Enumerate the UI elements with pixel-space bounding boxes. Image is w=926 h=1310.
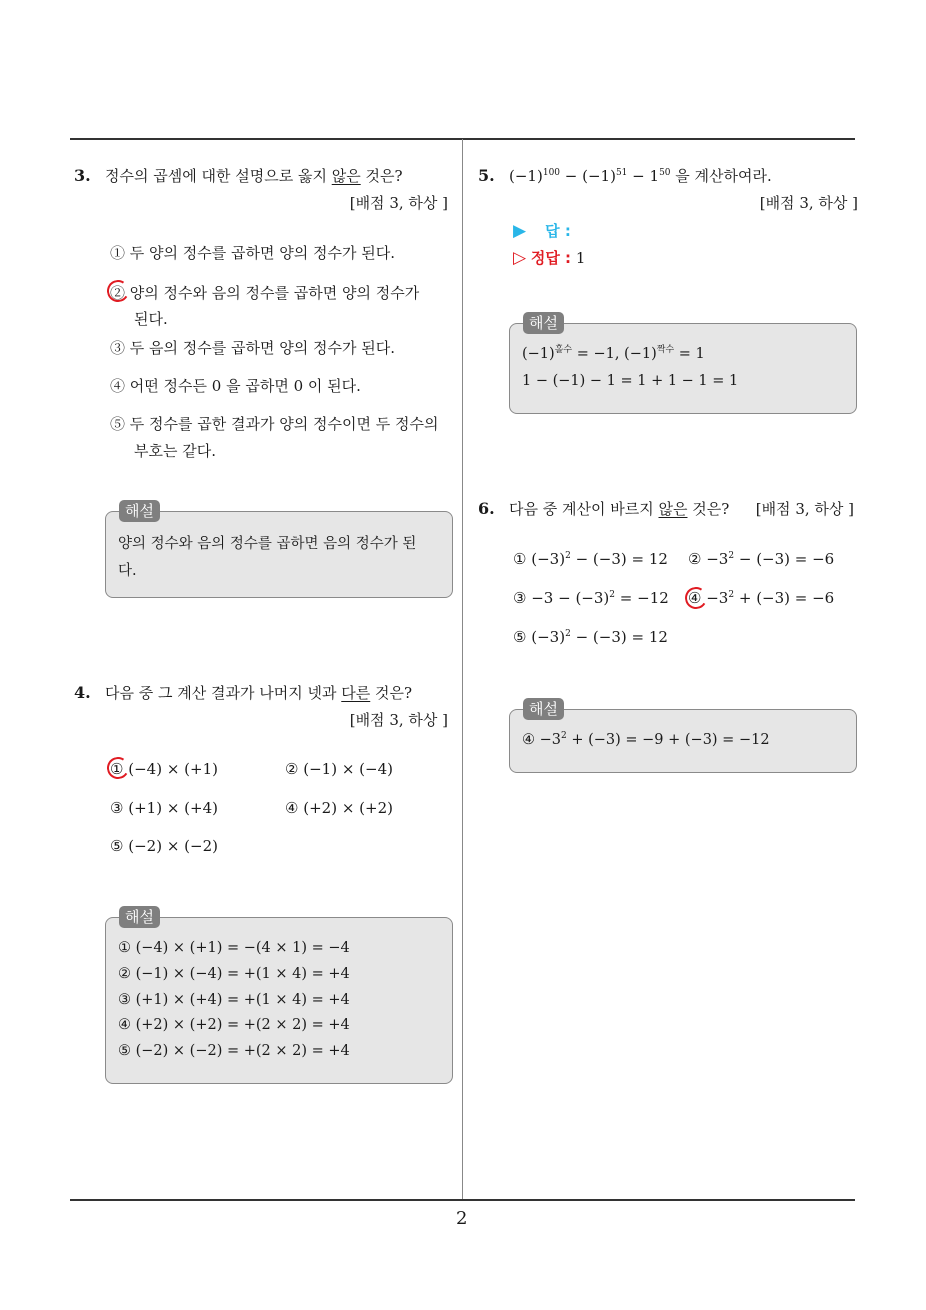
q4-choice-3[interactable] <box>110 799 218 817</box>
q5-question <box>478 165 772 186</box>
q3-choice-4-mark: ④ <box>110 377 126 395</box>
q5-expr-c: − 1 <box>627 167 660 185</box>
q6-choice-5-b: − (−3) = 12 <box>570 628 668 646</box>
q5-exp-b: 51 <box>615 168 628 178</box>
page-number: 2 <box>456 1208 468 1229</box>
q4-choice-4[interactable] <box>285 799 393 817</box>
q3-choice-1[interactable] <box>110 242 395 263</box>
q6-sol-sup: 2 <box>560 731 567 742</box>
q3-solution-line-1: 양의 정수와 음의 정수를 곱하면 음의 정수가 된 <box>118 536 417 552</box>
q6-choice-3-sup: 2 <box>609 590 616 600</box>
q6-choice-1-b: − (−3) = 12 <box>570 550 668 568</box>
q5-correct-label: 정답 : <box>530 249 572 267</box>
q6-choice-4-sup: 2 <box>728 590 735 600</box>
q5-sol-l1-sup2: 짝수 <box>656 345 675 356</box>
q4-meta: [배점 3, 하상 ] <box>349 711 448 729</box>
q3-choice-2-cont: 된다. <box>134 310 168 328</box>
q6-choice-2-mark: ② <box>688 550 702 568</box>
q6-choice-4-b: + (−3) = −6 <box>734 589 835 607</box>
q4-text-post: 것은? <box>370 684 413 702</box>
q4-solution-line-3: ③ (+1) × (+4) = +(1 × 4) = +4 <box>118 992 350 1008</box>
q6-choice-1[interactable] <box>513 550 668 568</box>
q3-choice-3[interactable] <box>110 337 395 358</box>
q3-question <box>74 165 403 186</box>
q6-choice-4-mark: ④ <box>688 589 702 607</box>
q4-choice-3-text: (+1) × (+4) <box>128 799 218 817</box>
q6-choice-3-b: = −12 <box>615 589 669 607</box>
q5-correct-row <box>513 247 585 268</box>
q5-solution-line-1 <box>522 346 705 362</box>
q4-choice-5-mark: ⑤ <box>110 837 124 855</box>
play-arrow-icon: ▶ <box>513 221 527 241</box>
outline-arrow-icon: ▷ <box>513 248 527 268</box>
q6-sol-b: + (−3) = −9 + (−3) = −12 <box>566 732 770 748</box>
q6-choice-4-a: −3 <box>706 589 729 607</box>
bottom-rule <box>70 1199 855 1201</box>
q5-solution-tag: 해설 <box>523 312 564 334</box>
q6-text-post: 것은? <box>687 500 730 518</box>
q3-choice-1-mark: ① <box>110 244 126 262</box>
q6-number: 6. <box>478 499 495 518</box>
q4-choice-2-mark: ② <box>285 760 299 778</box>
q5-answer-row <box>513 220 571 241</box>
q4-text-underlined: 다른 <box>341 684 371 702</box>
q6-choice-3[interactable] <box>513 589 669 607</box>
q6-meta: [배점 3, 하상 ] <box>755 500 854 518</box>
q3-choice-5[interactable] <box>110 413 439 434</box>
q6-choice-5-sup: 2 <box>565 629 571 639</box>
q4-solution-tag: 해설 <box>119 906 160 928</box>
q3-solution-tag: 해설 <box>119 500 160 522</box>
q3-choice-4-text: 어떤 정수든 0 을 곱하면 0 이 된다. <box>129 377 361 395</box>
q3-text-underlined: 않은 <box>331 167 361 185</box>
q5-expr-b: − (−1) <box>560 167 616 185</box>
q4-number: 4. <box>74 683 91 702</box>
q3-choice-5-text: 두 정수를 곱한 결과가 양의 정수이면 두 정수의 <box>129 415 439 433</box>
q3-choice-1-text: 두 양의 정수를 곱하면 양의 정수가 된다. <box>129 244 396 262</box>
q6-choice-5[interactable] <box>513 628 668 646</box>
q6-choice-3-mark: ③ <box>513 589 527 607</box>
q4-choice-1-mark: ① <box>110 760 124 778</box>
q5-sol-l1-b: = −1, (−1) <box>572 346 657 362</box>
q3-choice-3-mark: ③ <box>110 339 126 357</box>
q4-choice-1-text: (−4) × (+1) <box>128 760 218 778</box>
q4-choice-5-text: (−2) × (−2) <box>128 837 218 855</box>
q4-choice-4-mark: ④ <box>285 799 299 817</box>
q3-choice-5-cont: 부호는 같다. <box>134 442 216 460</box>
q4-choice-4-text: (+2) × (+2) <box>303 799 393 817</box>
q5-sol-l1-sup1: 홀수 <box>554 345 573 356</box>
q6-choice-2-b: − (−3) = −6 <box>734 550 835 568</box>
q5-exp-a: 100 <box>542 168 561 178</box>
q6-solution-tag: 해설 <box>523 698 564 720</box>
q3-choice-3-text: 두 음의 정수를 곱하면 양의 정수가 된다. <box>129 339 396 357</box>
q4-choice-3-mark: ③ <box>110 799 124 817</box>
q4-solution-line-1: ① (−4) × (+1) = −(4 × 1) = −4 <box>118 940 350 956</box>
q5-correct-value: 1 <box>575 249 586 267</box>
q3-choice-5-mark: ⑤ <box>110 415 126 433</box>
q5-expr-a: (−1) <box>509 167 543 185</box>
column-divider <box>462 139 463 1199</box>
q5-sol-l1-a: (−1) <box>522 346 555 362</box>
q4-text-pre: 다음 중 그 계산 결과가 나머지 넷과 <box>105 684 342 702</box>
q6-choice-1-mark: ① <box>513 550 527 568</box>
q6-question <box>478 498 729 519</box>
q4-solution-line-2: ② (−1) × (−4) = +(1 × 4) = +4 <box>118 966 350 982</box>
q6-choice-5-mark: ⑤ <box>513 628 527 646</box>
q6-choice-2-sup: 2 <box>728 551 735 561</box>
q3-number: 3. <box>74 166 91 185</box>
q3-choice-2-text: 양의 정수와 음의 정수를 곱하면 양의 정수가 <box>129 284 420 302</box>
q3-text-post: 것은? <box>360 167 403 185</box>
q3-meta: [배점 3, 하상 ] <box>349 194 448 212</box>
q6-text-underlined: 않은 <box>658 500 688 518</box>
q3-solution-box <box>105 511 453 598</box>
q5-exp-c: 50 <box>659 168 671 178</box>
q6-choice-2[interactable] <box>688 550 834 568</box>
q5-number: 5. <box>478 166 495 185</box>
q4-solution-line-5: ⑤ (−2) × (−2) = +(2 × 2) = +4 <box>118 1043 350 1059</box>
q4-choice-2-text: (−1) × (−4) <box>303 760 393 778</box>
q3-choice-2-mark: ② <box>110 284 126 302</box>
q5-meta: [배점 3, 하상 ] <box>759 194 858 212</box>
q6-choice-5-a: (−3) <box>531 628 566 646</box>
q4-question <box>74 682 412 703</box>
q5-sol-l1-c: = 1 <box>674 346 705 362</box>
q6-solution-line-1 <box>522 732 770 748</box>
q3-choice-4[interactable] <box>110 375 361 396</box>
q4-solution-line-4: ④ (+2) × (+2) = +(2 × 2) = +4 <box>118 1017 350 1033</box>
q5-solution-box <box>509 323 857 414</box>
q6-choice-3-a: −3 − (−3) <box>531 589 610 607</box>
q5-solution-line-2: 1 − (−1) − 1 = 1 + 1 − 1 = 1 <box>522 373 739 389</box>
q4-choice-5[interactable] <box>110 837 218 855</box>
q5-text-post: 을 계산하여라. <box>670 167 772 185</box>
q3-text-pre: 정수의 곱셈에 대한 설명으로 옳지 <box>105 167 332 185</box>
q4-choice-2[interactable] <box>285 760 393 778</box>
q3-choice-2[interactable] <box>110 282 419 303</box>
q6-choice-1-sup: 2 <box>565 551 571 561</box>
q5-answer-label: 답 : <box>545 222 571 240</box>
q3-solution-line-2: 다. <box>118 563 137 579</box>
q4-choice-1[interactable] <box>110 760 218 778</box>
q6-choice-1-a: (−3) <box>531 550 566 568</box>
q6-choice-4[interactable] <box>688 589 834 607</box>
q6-sol-a: ④ −3 <box>522 732 561 748</box>
q6-choice-2-a: −3 <box>706 550 729 568</box>
q6-text-pre: 다음 중 계산이 바르지 <box>509 500 659 518</box>
